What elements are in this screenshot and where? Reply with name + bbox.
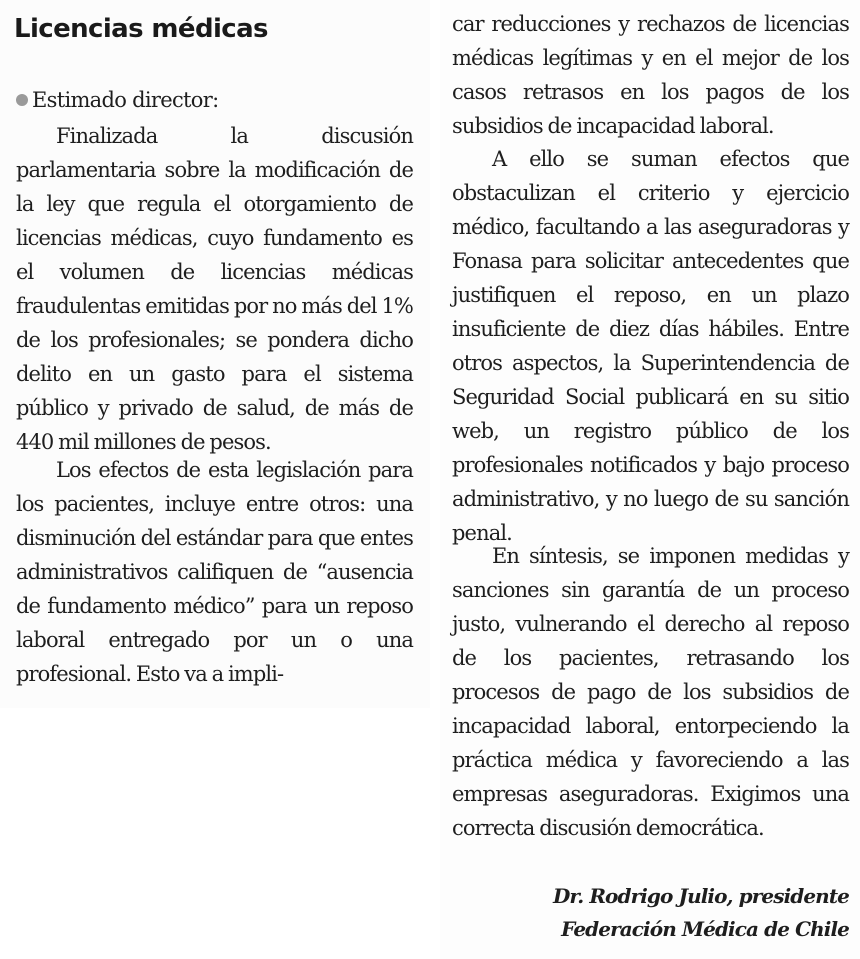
paragraph-2-continued: car reducciones y rechazos de licencias médicas legítimas y en el mejor de los casos retrasos en los pagos de los subsidios de incapacidad laboral. xyxy=(452,12,849,138)
salutation xyxy=(16,88,218,112)
paragraph-3: A ello se suman efectos que obstaculizan el criterio y ejercicio médico, facultando a las aseguradoras y Fonasa para solicitar antecedentes que justifiquen el reposo, en un plazo insuficiente de diez días hábiles. Entre otros aspectos, la Superintendencia de Seguridad Social publicará en su sitio web, un registro público de los profesionales notificados y bajo proceso administrativo, y no luego de su sanción penal. xyxy=(452,147,849,545)
signature: Dr. Rodrigo Julio, presidente Federación Médica de Chile xyxy=(552,884,849,941)
paragraph-1: Finalizada la discusión parlamentaria sobre la modificación de la ley que regula el otorgamiento de licencias médicas, cuyo fundamento es el volumen de licencias médicas fraudulentas emitidas por no más del 1% de los profesionales; se pondera dicho delito en un gasto para el sistema público y privado de salud, de más de 440 mil millones de pesos. xyxy=(16,124,413,454)
paragraph-4: En síntesis, se imponen medidas y sanciones sin garantía de un proceso justo, vulnerando el derecho al reposo de los pacientes, retrasando los procesos de pago de los subsidios de incapacidad laboral, entorpeciendo la práctica médica y favoreciendo a las empresas aseguradoras. Exigimos una correcta discusión democrática. xyxy=(452,544,849,840)
headline: Licencias médicas xyxy=(14,14,268,44)
salutation-text: Estimado director: xyxy=(32,88,219,112)
paragraph-2: Los efectos de esta legislación para los pacientes, incluye entre otros: una disminución del estándar para que entes administrativos califiquen de “ausencia de fundamento médico” para un reposo laboral entregado por un o una profesional. Esto va a impli- xyxy=(16,458,413,686)
bullet-icon xyxy=(16,94,28,106)
